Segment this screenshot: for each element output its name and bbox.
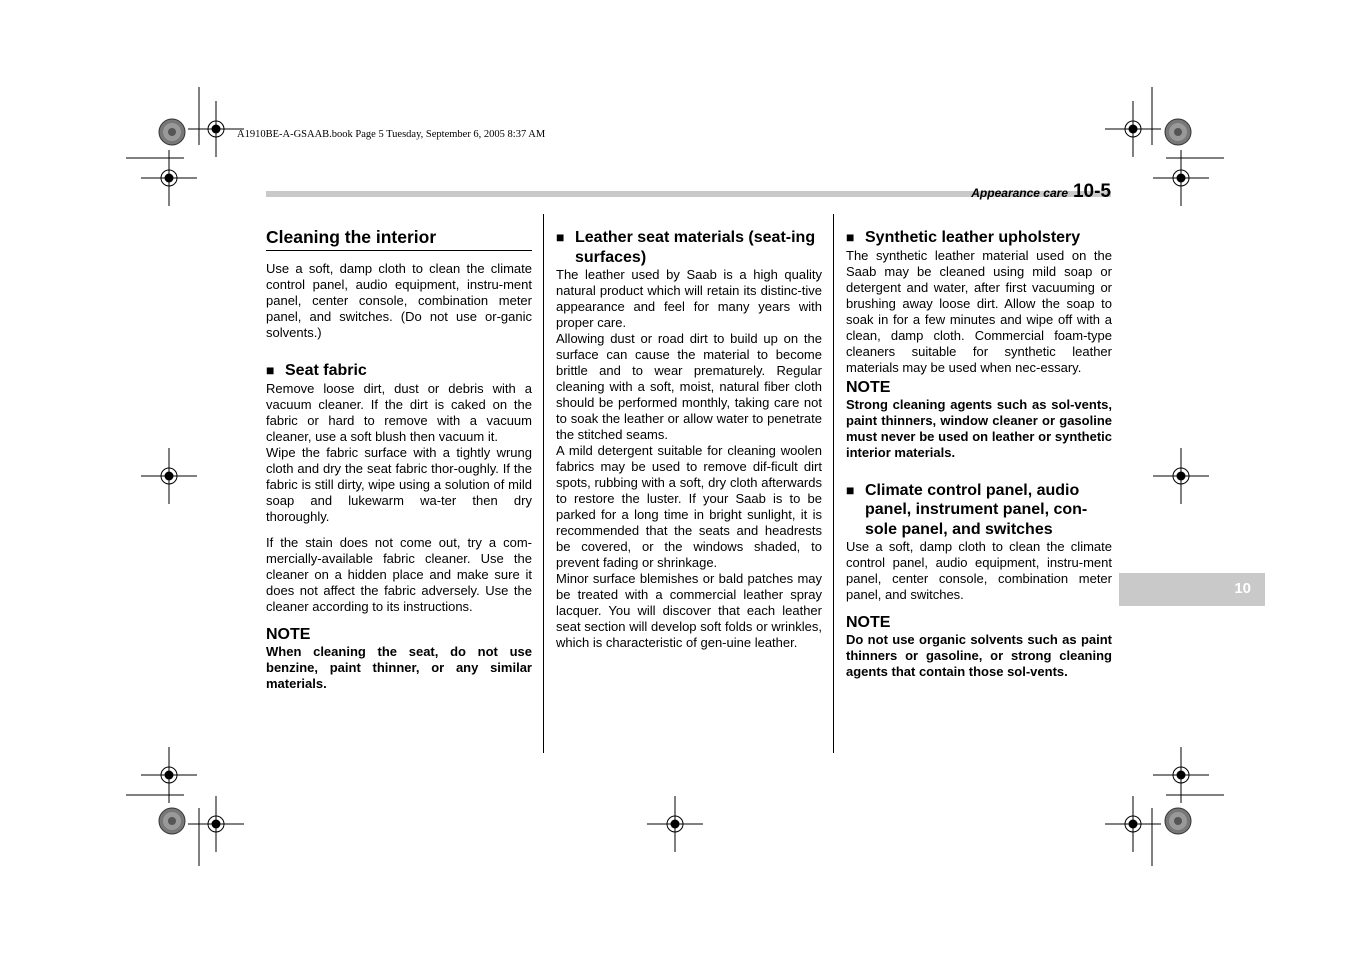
note1-label: NOTE [846, 378, 891, 396]
leather-heading-text: Leather seat materials (seat-ing surfaces) [575, 229, 816, 266]
page-title: Cleaning the interior [266, 227, 532, 251]
chapter-tab-number: 10 [1234, 580, 1251, 597]
leather-p2: Allowing dust or road dirt to build up on the surface can cause the material to become brittle and to wear prematurely. Regular cleaning with a soft, moist, natural fiber cloth should be performed monthly, taking care not to soak the leather or allow water to penetrate the stitched seams. [556, 331, 822, 442]
column-3 [846, 228, 1112, 680]
column-1 [266, 227, 532, 692]
column-2 [556, 228, 822, 651]
note-text: When cleaning the seat, do not use benzine, paint thinner, or any similar materials. [266, 643, 532, 691]
seat-fabric-heading [266, 361, 532, 381]
seat-fabric-p2: Wipe the fabric surface with a tightly wrung cloth and dry the seat fabric thor-oughly. If the fabric is still dirty, wipe using a solution of mild soap and lukewarm wa-ter then dry thoroughly. [266, 444, 532, 524]
climate-heading-text: Climate control panel, audio panel, instrument panel, con-sole panel, and switches [865, 481, 1088, 538]
column-divider-2 [833, 214, 834, 753]
page-number: 10-5 [1072, 181, 1111, 202]
synthetic-text: The synthetic leather material used on the Saab may be cleaned using mild soap or detergent and water, after first vacuuming or brushing away loose dirt. Allow the soap to soak in for a few minutes and wipe off with a clean, damp cloth. Commercial foam-type cleaners suitable for synthetic leather materials may be used when nec-essary. [846, 247, 1112, 375]
climate-heading [846, 481, 1112, 540]
note2-label: NOTE [846, 614, 891, 631]
synthetic-heading-text: Synthetic leather upholstery [865, 229, 1081, 246]
leather-heading [556, 228, 822, 267]
leather-p3: A mild detergent suitable for cleaning woolen fabrics may be used to remove dif-ficult dirt spots, rubbing with a soft, dry cloth afterwards to restore the luster. If your Saab is to be parked for a long time in bright sunlight, it is recommended that the seats and headrests be covered, or the windows shaded, to prevent fading or shrinkage. [556, 443, 822, 570]
leather-p4: Minor surface blemishes or bald patches may be treated with a commercial leather spray lacquer. You will discover that each leather seat section will develop soft folds or wrinkles, which is characteristic of gen-uine leather. [556, 571, 822, 650]
note-label: NOTE [266, 625, 311, 643]
print-slug: A1910BE-A-GSAAB.book Page 5 Tuesday, September 6, 2005 8:37 AM [237, 129, 546, 140]
climate-text: Use a soft, damp cloth to clean the climate control panel, audio equipment, instru-ment panel, center console, combination meter panel, and switches. [846, 539, 1112, 602]
synthetic-heading [846, 228, 1112, 248]
note1-text: Strong cleaning agents such as sol-vents, paint thinners, window cleaner or gasoline must never be used on leather or synthetic interior materials. [846, 396, 1112, 460]
section-label: Appearance care [971, 186, 1068, 200]
square-bullet-icon: ■ [846, 229, 855, 245]
leather-p1: The leather used by Saab is a high quality natural product which will retain its distinc-tive appearance and feel for many years with proper care. [556, 267, 822, 330]
seat-fabric-p3: If the stain does not come out, try a com-mercially-available fabric cleaner. Use the cleaner on a hidden place and make sure it does not affect the fabric adversely. Use the cleaner according to its instructions. [266, 534, 532, 614]
square-bullet-icon: ■ [266, 362, 275, 378]
seat-fabric-heading-text: Seat fabric [285, 362, 367, 379]
column-divider-1 [543, 214, 544, 753]
chapter-tab [1119, 573, 1265, 606]
note2-text: Do not use organic solvents such as paint thinners or gasoline, or strong cleaning agents that contain those sol-vents. [846, 632, 1112, 679]
intro-paragraph: Use a soft, damp cloth to clean the climate control panel, audio equipment, instru-ment panel, center console, combination meter panel, and switches. (Do not use or-ganic solvents.) [266, 261, 532, 340]
seat-fabric-p1: Remove loose dirt, dust or debris with a vacuum cleaner. If the dirt is caked on the fabric or hard to remove with a vacuum cleaner, use a soft blush then vacuum it. [266, 380, 532, 444]
square-bullet-icon: ■ [846, 481, 855, 498]
square-bullet-icon: ■ [556, 229, 565, 245]
